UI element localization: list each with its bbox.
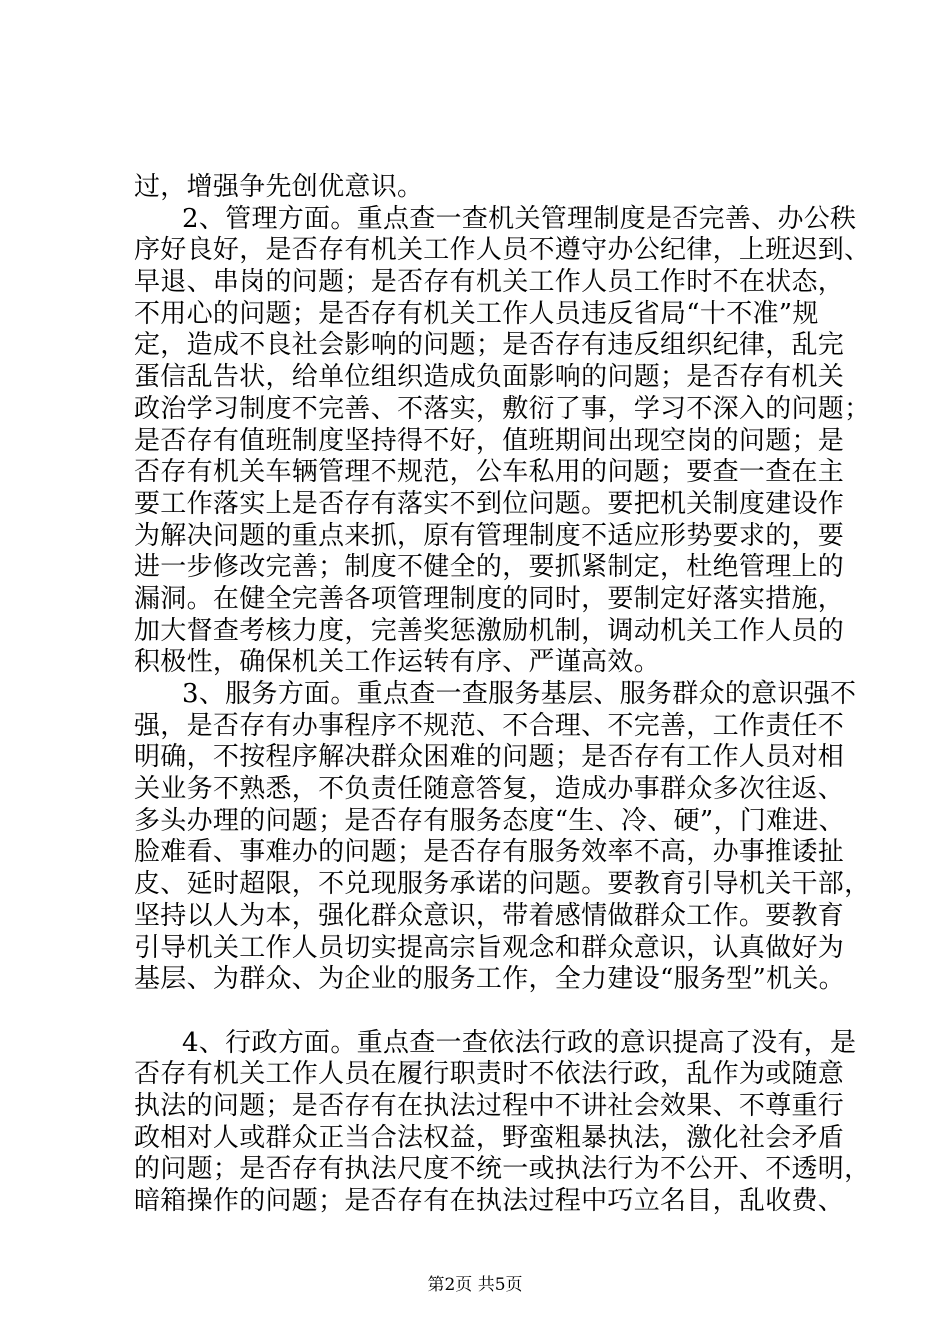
paragraph-gap xyxy=(134,996,832,1028)
page-number-footer: 第2页 共5页 xyxy=(427,1275,523,1295)
text-line: 否存有机关工作人员在履行职责时不依法行政，乱作为或随意 xyxy=(134,1059,845,1090)
text-line: 定，造成不良社会影响的问题；是否存有违反组织纪律，乱完 xyxy=(134,330,845,361)
text-line: 皮、延时超限，不兑现服务承诺的问题。要教育引导机关干部， xyxy=(134,869,871,900)
text-line: 为解决问题的重点来抓，原有管理制度不适应形势要求的，要 xyxy=(134,520,845,551)
text-line: 漏洞。在健全完善各项管理制度的同时，要制定好落实措施， xyxy=(134,583,845,614)
text-line: 进一步修改完善；制度不健全的，要抓紧制定，杜绝管理上的 xyxy=(134,552,845,583)
text-line: 明确，不按程序解决群众困难的问题；是否存有工作人员对相 xyxy=(134,742,845,773)
text-line: 不用心的问题；是否存有机关工作人员违反省局“十不准”规 xyxy=(134,298,819,329)
text-line: 多头办理的问题；是否存有服务态度“生、冷、硬”，门难进、 xyxy=(134,805,845,836)
text-line: 加大督查考核力度，完善奖惩激励机制，调动机关工作人员的 xyxy=(134,615,845,646)
text-line: 早退、串岗的问题；是否存有机关工作人员工作时不在状态， xyxy=(134,267,845,298)
text-line: 政相对人或群众正当合法权益，野蛮粗暴执法，激化社会矛盾 xyxy=(134,1122,845,1153)
text-line: 暗箱操作的问题；是否存有在执法过程中巧立名目，乱收费、 xyxy=(134,1186,845,1216)
text-line: 积极性，确保机关工作运转有序、严谨高效。 xyxy=(134,647,661,678)
text-line: 政治学习制度不完善、不落实，敷衍了事，学习不深入的问题； xyxy=(134,393,871,424)
paragraph-start-line: 2、管理方面。重点查一查机关管理制度是否完善、办公秩 xyxy=(182,203,857,234)
text-line: 否存有机关车辆管理不规范，公车私用的问题；要查一查在主 xyxy=(134,457,845,488)
text-line: 关业务不熟悉，不负责任随意答复，造成办事群众多次往返、 xyxy=(134,774,845,805)
text-line: 引导机关工作人员切实提高宗旨观念和群众意识，认真做好为 xyxy=(134,932,845,963)
text-line: 坚持以人为本，强化群众意识，带着感情做群众工作。要教育 xyxy=(134,900,845,931)
text-line: 的问题；是否存有执法尺度不统一或执法行为不公开、不透明， xyxy=(134,1154,871,1185)
text-line: 序好良好，是否存有机关工作人员不遵守办公纪律，上班迟到、 xyxy=(134,235,871,266)
document-body xyxy=(134,172,871,1218)
paragraph-start-line: 4、行政方面。重点查一查依法行政的意识提高了没有，是 xyxy=(182,1027,857,1058)
text-line: 基层、为群众、为企业的服务工作，全力建设“服务型”机关。 xyxy=(134,964,845,995)
text-line: 执法的问题；是否存有在执法过程中不讲社会效果、不尊重行 xyxy=(134,1090,845,1121)
paragraph-start-line: 3、服务方面。重点查一查服务基层、服务群众的意识强不 xyxy=(182,679,857,709)
text-line: 要工作落实上是否存有落实不到位问题。要把机关制度建设作 xyxy=(134,488,845,519)
text-line: 强，是否存有办事程序不规范、不合理、不完善，工作责任不 xyxy=(134,710,845,741)
text-line: 脸难看、事难办的问题；是否存有服务效率不高，办事推诿扯 xyxy=(134,837,845,868)
text-line: 是否存有值班制度坚持得不好，值班期间出现空岗的问题；是 xyxy=(134,425,845,456)
text-line: 蛋信乱告状，给单位组织造成负面影响的问题；是否存有机关 xyxy=(134,362,845,393)
text-line: 过，增强争先创优意识。 xyxy=(134,172,424,202)
